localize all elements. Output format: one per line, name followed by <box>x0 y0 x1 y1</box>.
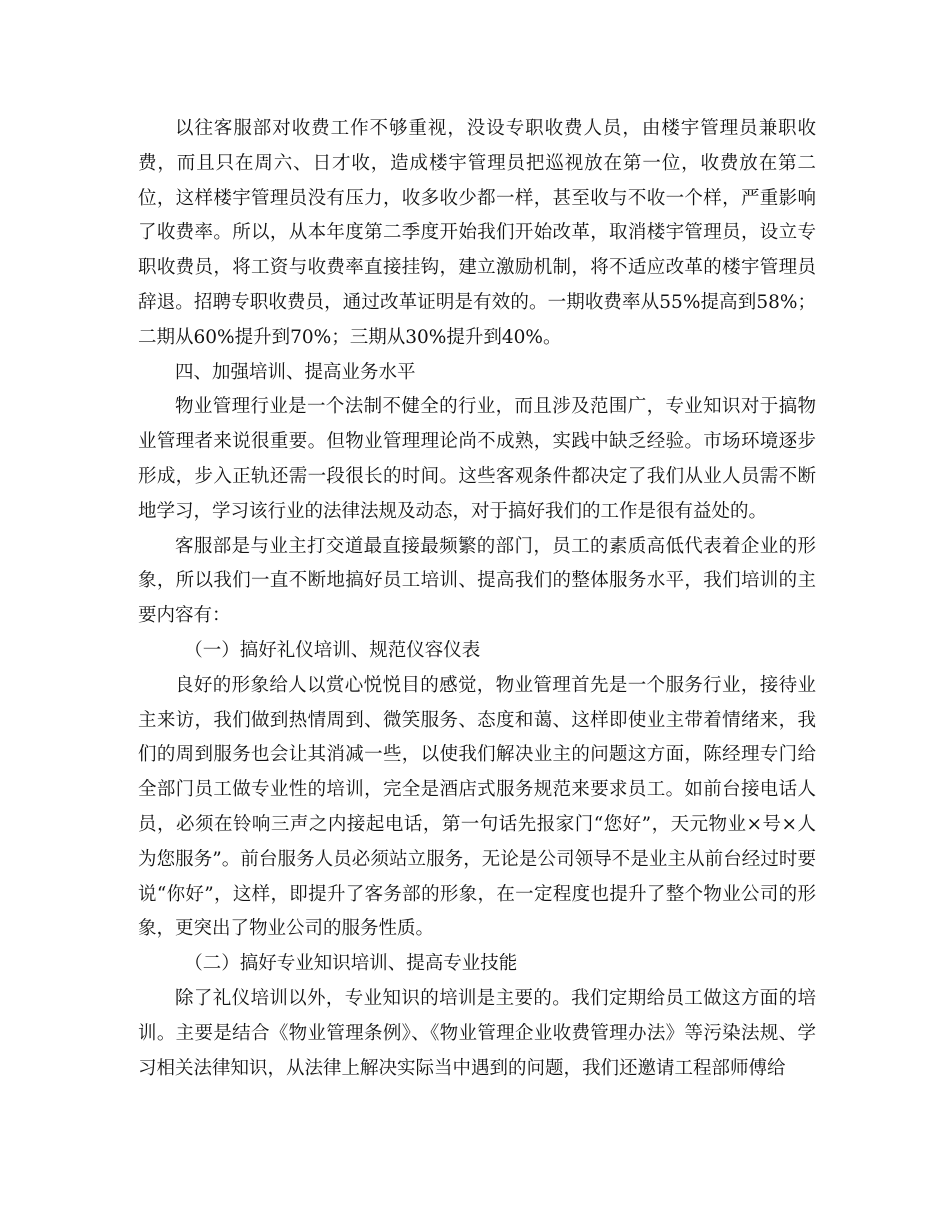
subheading-etiquette-training: （一）搞好礼仪培训、规范仪容仪表 <box>184 639 481 661</box>
document-body <box>138 112 816 1086</box>
subheading-professional-training: （二）搞好专业知识培训、提高专业技能 <box>184 953 518 975</box>
paragraph-etiquette-details: 良好的形象给人以赏心悦悦目的感觉，物业管理首先是一个服务行业，接待业主来访，我们做到热情周到、微笑服务、态度和蔼、这样即使业主带着情绪来，我们的周到服务也会让其消减一些，以使我们解决业主的问题这方面，陈经理专门给全部门员工做专业性的培训，完全是酒店式服务规范来要求员工。如前台接电话人员，必须在铃响三声之内接起电话，第一句话先报家门“您好”，天元物业×号×人为您服务”。前台服务人员必须站立服务，无论是公司领导不是业主从前台经过时要说“你好”，这样，即提升了客务部的形象，在一定程度也提升了整个物业公司的形象，更突出了物业公司的服务性质。 <box>138 674 816 940</box>
section-heading-training: 四、加强培训、提高业务水平 <box>175 361 416 383</box>
paragraph-customer-service-training: 客服部是与业主打交道最直接最频繁的部门，员工的素质高低代表着企业的形象，所以我们一直不断地搞好员工培训、提高我们的整体服务水平，我们培训的主要内容有： <box>138 535 816 627</box>
paragraph-industry-learning: 物业管理行业是一个法制不健全的行业，而且涉及范围广，专业知识对于搞物业管理者来说很重要。但物业管理理论尚不成熟，实践中缺乏经验。市场环境逐步形成，步入正轨还需一段很长的时间。这些客观条件都决定了我们从业人员需不断地学习，学习该行业的法律法规及动态，对于搞好我们的工作是很有益处的。 <box>138 396 816 522</box>
paragraph-fee-collection-reform: 以往客服部对收费工作不够重视，没设专职收费人员，由楼宇管理员兼职收费，而且只在周六、日才收，造成楼宇管理员把巡视放在第一位，收费放在第二位，这样楼宇管理员没有压力，收多收少都一样，甚至收与不收一个样，严重影响了收费率。所以，从本年度第二季度开始我们开始改革，取消楼宇管理员，设立专职收费员，将工资与收费率直接挂钩，建立激励机制，将不适应改革的楼宇管理员辞退。招聘专职收费员，通过改革证明是有效的。一期收费率从55%提高到58%；二期从60%提升到70%；三期从30%提升到40%。 <box>138 118 816 348</box>
paragraph-professional-details: 除了礼仪培训以外，专业知识的培训是主要的。我们定期给员工做这方面的培训。主要是结合《物业管理条例》、《物业管理企业收费管理办法》等污染法规、学习相关法律知识，从法律上解决实际当中遇到的问题，我们还邀请工程部师傅给 <box>138 987 816 1079</box>
